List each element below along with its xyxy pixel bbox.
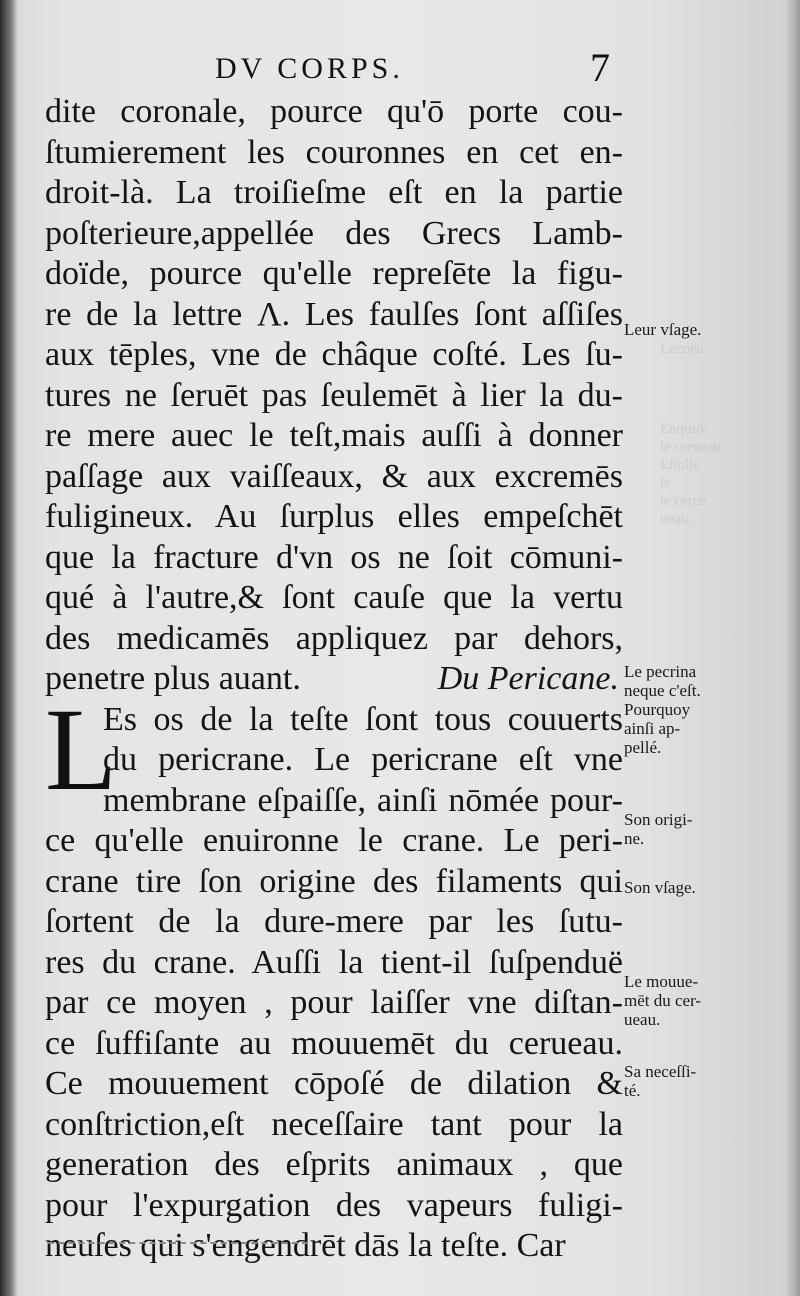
bleed-line: Enquoy	[660, 421, 707, 437]
note-line: Sa neceſſi-	[624, 1062, 697, 1081]
note-line: té.	[624, 1081, 641, 1100]
text-line: que la fracture d'vn os ne ſoit cōmuni-	[45, 538, 623, 576]
text-line: res du crane. Auſſi la tient-il ſuſpenduë	[45, 943, 623, 981]
page-number: 7	[590, 45, 610, 90]
text-line: par ce moyen , pour laiſſer vne diſtan-	[45, 984, 623, 1021]
note-line: Pourquoy	[624, 700, 691, 719]
text-line: ſtumierement les couronnes en cet en-	[45, 133, 623, 171]
body-text	[45, 92, 623, 1267]
section-title: Du Pericane.	[437, 660, 619, 697]
note-line: Le mouue-	[624, 972, 699, 991]
text-line: qué à l'autre,& ſont cauſe que la vertu	[45, 579, 623, 616]
note-line: Son vſage.	[624, 878, 696, 897]
note-line: neque c'eſt.	[624, 681, 701, 700]
text-line: ſortent de la dure-mere par les ſutu-	[45, 903, 623, 940]
text-line: Ce mouuement cōpoſé de dilation &	[45, 1065, 623, 1102]
text-line: Es os de la teſte ſont tous couuerts	[103, 700, 623, 738]
text-line: crane tire ſon origine des filaments qui	[45, 862, 623, 900]
text-line: doïde, pource qu'elle repreſēte la figu-	[45, 255, 623, 292]
text-line: re de la lettre Λ. Les faulſes ſont aſſiſes	[45, 295, 623, 333]
bottom-rule	[48, 1242, 308, 1244]
text-line: conſtriction,eſt neceſſaire tant pour la	[45, 1105, 623, 1143]
margin-note-son-vsage	[624, 878, 784, 897]
bleed-line: Eſtoile	[660, 457, 700, 473]
text-line: dite coronale, pource qu'ō porte cou-	[45, 93, 623, 130]
text-line: droit-là. La troiſieſme eſt en la partie	[45, 174, 623, 211]
text-line: re mere auec le teſt,mais auſſi à donner	[45, 417, 623, 454]
text-line: ce qu'elle enuironne le crane. Le peri-	[45, 822, 623, 859]
text-line: neuſes qui s'engendrēt dās la teſte. Car	[45, 1227, 566, 1264]
margin-note-mouuement	[624, 972, 784, 1029]
section-heading-line	[45, 659, 623, 700]
bleed-line: ſe	[660, 475, 671, 491]
note-line: ne.	[624, 829, 645, 848]
bleed-line: ueau.	[660, 511, 693, 527]
text-line: des medicamēs appliquez par dehors,	[45, 619, 623, 657]
gutter-shadow	[0, 0, 18, 1296]
page-edge	[786, 0, 800, 1296]
margin-note-son-origine	[624, 810, 784, 848]
text-line: generation des eſprits animaux , que	[45, 1146, 623, 1183]
margin-note-necessite	[624, 1062, 784, 1100]
margin-note-pericrane	[624, 662, 784, 757]
note-line: Leur vſage.	[624, 320, 702, 339]
note-line: ueau.	[624, 1010, 661, 1029]
text-line: membrane eſpaiſſe, ainſi nōmée pour-	[103, 781, 623, 819]
bleed-line: le cerueau	[660, 439, 722, 455]
text-line: penetre plus auant.	[45, 660, 301, 697]
bleed-through-text	[660, 420, 780, 528]
text-line: aux tēples, vne de châque coſté. Les ſu-	[45, 336, 623, 373]
note-line: pellé.	[624, 738, 662, 757]
text-line: tures ne ſeruēt pas ſeulemēt à lier la du-	[45, 376, 623, 414]
margin-note-leur-vsage	[624, 320, 784, 339]
bleed-line: Lecoeu	[660, 341, 705, 357]
text-line: ce ſuffiſante au mouuemēt du cerueau.	[45, 1024, 623, 1062]
text-line: du pericrane. Le pericrane eſt vne	[103, 741, 623, 778]
note-line: Le pecrina	[624, 662, 697, 681]
note-line: ainſi ap-	[624, 719, 681, 738]
drop-cap: L	[45, 683, 118, 815]
text-line: pour l'expurgation des vapeurs fuligi-	[45, 1186, 623, 1224]
bleed-line: le cerce	[660, 493, 707, 509]
bleed-through-text	[660, 340, 780, 358]
note-line: mēt du cer-	[624, 991, 702, 1010]
note-line: Son origi-	[624, 810, 693, 829]
text-line: poſterieure,appellée des Grecs Lamb-	[45, 214, 623, 252]
text-line: paſſage aux vaiſſeaux, & aux excremēs	[45, 457, 623, 495]
running-head: DV CORPS.	[215, 52, 404, 85]
text-line: fuligineux. Au ſurplus elles empeſchēt	[45, 498, 623, 535]
